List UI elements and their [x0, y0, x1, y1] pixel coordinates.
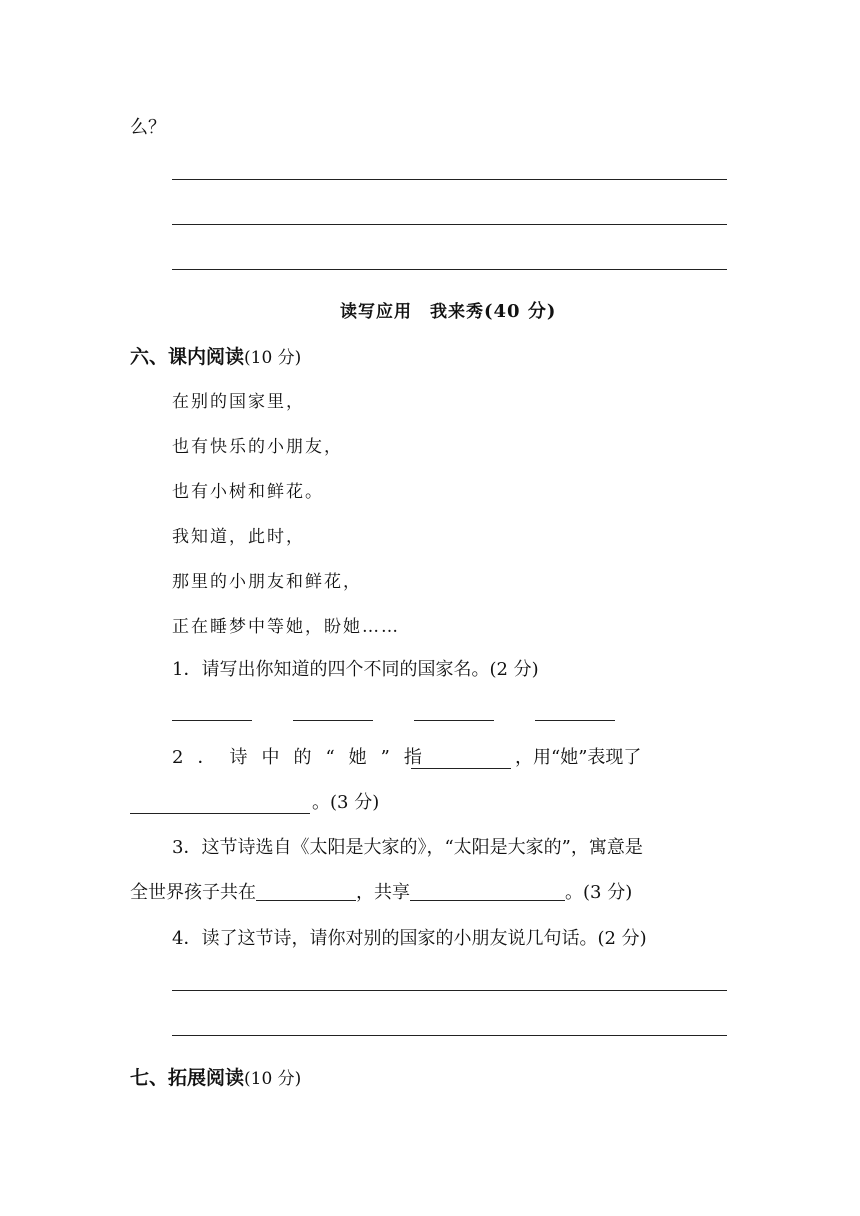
question-3-line1: 3．这节诗选自《太阳是大家的》，“太阳是大家的”，寓意是 — [172, 837, 643, 858]
question-2-text-c: 。(3 分) — [312, 792, 380, 813]
question-2-text-b: ，用“她”表现了 — [515, 747, 642, 768]
country-blank-4[interactable] — [535, 720, 615, 721]
section7-title-label: 七、拓展阅读 — [130, 1067, 245, 1089]
question-4: 4．读了这节诗，请你对别的国家的小朋友说几句话。(2 分) — [172, 928, 647, 949]
poem-line: 那里的小朋友和鲜花， — [172, 572, 362, 592]
question-3-text-c: 。(3 分) — [565, 882, 633, 903]
country-blank-2[interactable] — [293, 720, 373, 721]
question-2-text-a: 2．诗中的“她”指 — [172, 747, 436, 768]
section6-title — [130, 342, 301, 369]
section-heading-score: (40 分) — [484, 301, 557, 322]
question-3-blank-2[interactable] — [410, 882, 565, 901]
section7-title — [130, 1063, 301, 1090]
answer-line[interactable] — [172, 269, 727, 270]
answer-line[interactable] — [172, 179, 727, 180]
country-blank-1[interactable] — [172, 720, 252, 721]
answer-line[interactable] — [172, 224, 727, 225]
continuation-text: 么？ — [130, 117, 166, 138]
question-3-blank-1[interactable] — [256, 882, 356, 901]
question-3-line2 — [130, 881, 632, 905]
answer-line[interactable] — [172, 1035, 727, 1036]
question-2-blank-2[interactable] — [130, 813, 310, 814]
question-3-text-b: ，共享 — [356, 882, 410, 903]
poem-line: 在别的国家里， — [172, 392, 305, 412]
poem-line: 也有快乐的小朋友， — [172, 437, 343, 457]
section7-title-score: (10 分) — [244, 1069, 302, 1089]
poem-line: 正在睡梦中等她，盼她…… — [172, 617, 400, 637]
question-2-blank-1[interactable] — [411, 768, 511, 769]
question-1: 1．请写出你知道的四个不同的国家名。(2 分) — [172, 659, 539, 680]
section6-title-label: 六、课内阅读 — [130, 346, 245, 368]
poem-line: 也有小树和鲜花。 — [172, 482, 324, 502]
section6-title-score: (10 分) — [244, 348, 302, 368]
country-blank-3[interactable] — [414, 720, 494, 721]
question-2-part1 — [172, 746, 436, 770]
section-heading-label: 读写应用 我来秀 — [340, 302, 484, 322]
poem-line: 我知道，此时， — [172, 527, 305, 547]
answer-line[interactable] — [172, 990, 727, 991]
section-heading — [340, 297, 556, 323]
question-3-text-a: 全世界孩子共在 — [130, 882, 256, 903]
